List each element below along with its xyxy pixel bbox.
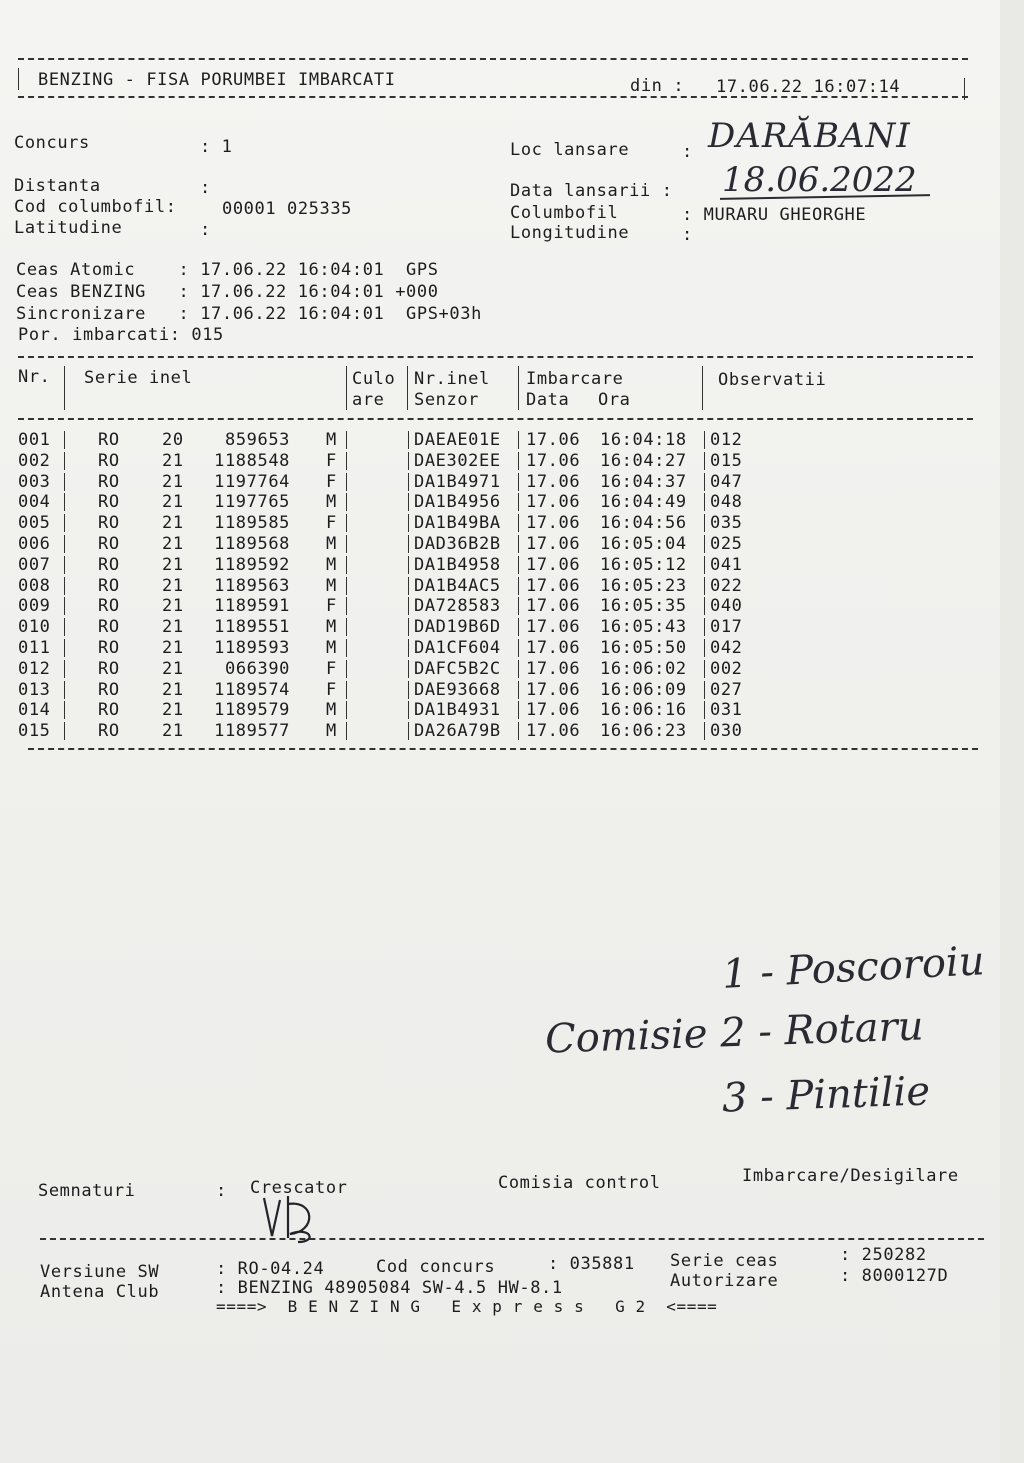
column-separator [408,660,409,678]
column-separator [346,660,347,678]
column-separator [518,473,519,491]
column-separator [408,639,409,657]
column-separator [518,452,519,470]
column-separator [64,639,65,657]
column-separator [64,722,65,740]
ceas-atomic-line: Ceas Atomic : 17.06.22 16:04:01 GPS [16,260,439,280]
cell-data: 17.06 [526,638,581,658]
column-separator [704,597,705,615]
cell-obs: 027 [710,679,743,700]
cell-an: 21 [162,596,184,617]
col-senzor-header: Senzor [414,390,480,410]
table-top-rule [18,356,973,358]
column-separator [64,597,65,615]
column-separator [518,535,519,553]
column-separator [704,556,705,574]
col-culoare-header: Culo [352,369,396,389]
column-separator [518,577,519,595]
column-separator [704,660,705,678]
column-separator [704,452,705,470]
cell-an: 21 [162,721,184,742]
cell-obs: 030 [710,721,743,742]
column-separator [518,660,519,678]
footer-top-rule [40,1238,984,1240]
cell-ora: 16:06:16 [600,700,687,721]
column-separator [518,681,519,699]
column-separator [518,639,519,657]
cell-sex: M [326,492,337,513]
cell-data: 17.06 [526,492,581,513]
cell-an: 21 [162,492,184,513]
cell-obs: 022 [710,575,743,596]
cell-nr: 011 [18,638,51,658]
cell-obs: 040 [710,596,743,617]
cell-inel: 1189579 [214,700,290,721]
column-separator [408,473,409,491]
column-separator [346,681,347,699]
cell-inel: 1189577 [214,721,290,742]
latitudine-value: : [200,220,211,240]
column-separator [408,514,409,532]
column-separator [346,639,347,657]
column-separator [704,701,705,719]
cell-an: 21 [162,658,184,679]
longitudine-value: : [682,225,693,245]
cell-tara: RO [98,492,120,513]
column-separator [346,722,347,740]
cell-inel: 859653 [224,430,290,450]
cell-senzor: DA728583 [414,596,501,617]
cell-sex: M [326,575,337,596]
column-separator [64,556,65,574]
cell-tara: RO [98,638,120,658]
cell-tara: RO [98,617,120,638]
cell-sex: F [326,450,337,471]
cell-inel: 1189568 [214,534,290,554]
column-separator [346,701,347,719]
cell-data: 17.06 [526,721,581,742]
cell-inel: 1189585 [214,513,290,534]
porumbei-imbarcati-line: Por. imbarcati: 015 [18,325,224,345]
column-separator [518,493,519,511]
columbofil-label: Columbofil [510,203,619,223]
latitudine-label: Latitudine [14,218,123,238]
column-separator [408,722,409,740]
comisia-control-label: Comisia control [498,1173,661,1193]
column-separator [704,535,705,553]
cod-columbofil-label: Cod columbofil: [14,197,177,217]
col-observatii-header: Observatii [718,370,827,390]
cell-ora: 16:05:04 [600,534,687,554]
cell-an: 21 [162,450,184,471]
cell-data: 17.06 [526,700,581,721]
serie-ceas-value: : 250282 [840,1245,927,1265]
column-separator [518,701,519,719]
columbofil-value: : MURARU GHEORGHE [682,205,867,225]
col-serie-header: Serie inel [84,368,193,388]
cell-data: 17.06 [526,679,581,700]
cell-inel: 1188548 [214,450,290,471]
column-separator [518,597,519,615]
header-left-bar [18,68,19,90]
cell-data: 17.06 [526,534,581,554]
cell-senzor: DAD36B2B [414,534,501,554]
concurs-label: Concurs [14,133,90,153]
cell-senzor: DA1CF604 [414,638,501,658]
cell-nr: 006 [18,534,51,554]
column-separator [346,597,347,615]
cell-obs: 025 [710,534,743,554]
column-separator [704,514,705,532]
cell-inel: 1189574 [214,679,290,700]
cell-ora: 16:04:49 [600,492,687,513]
cell-nr: 008 [18,575,51,596]
printout-page: BENZING - FISA PORUMBEI IMBARCATI din : 17.06.22 16:07:14 Concurs : 1 Loc lansare : DARĂBANI Distanta : Data lansarii : 18.06.2022 Cod columbofil: 00001 025335 Columbofil : MURARU GHEORGHE Latitudine : Longitudine : Ceas Atomic : 17.06.22 16:04:01 GPS Ceas BENZING : 17.06.22 16:04:01 +000 Sincronizare : 17.06.22 16:04:01 GPS+03h Por. imbarcati: 015 Nr. Serie inel Culo are Nr.inel Senzor Imbarcare Data Ora Observatii 001 RO 20 859653 M DAEAE01E 17.06 16:04:18 012 002 RO 21 1188548 F DAE302EE 17.06 16:04:27 015 003 RO 21 1197764 F DA1B4971 17.06 16:04:37 047 004 RO 21 1197765 M DA1B4956 17.06 16:04:49 048 005 RO 21 1189585 F DA1B49BA 17.06 16:04:56 035 006 RO 21 1189568 M DAD36B2B 17.06 16:05:04 025 007 RO 21 1189592 M DA1B4958 17.06 16:05:12 041 008 RO 21 1189563 M DA1B4AC5 17.06 16:05:23 022 009 RO 21 1189591 F DA728583 17.06 16:05:35 040 010 RO 21 1189551 M DAD19B6D 17.06 16:05:43 017 011 RO 21 1189593 M DA1CF604 17.06 16:05:50 042 012 RO 21 066390 F DAFC5B2C 17.06 16:06:02 002 013 RO 21 1189574 F DAE93668 17.06 16:06:09 027 014 RO 21 1189579 M DA1B4931 17.06 16:06:16 031 015 RO 21 1189577 M DA26A79B 17.06 16:06:23 030 1 - Poscoroiu Comisie 2 - Rotaru 3 - Pintilie Semnaturi : Crescator Comisia control Imbarcare/Desigilare Versiune SW : RO-04.24 Cod concurs : 035881 Serie ceas : 250282 Antena Club : BENZING 48905084 SW-4.5 HW-8.1 Autorizare : 8000127D ====> B E N Z I N G E x p r e s s G 2 <==== [0,0,1000,1463]
data-lansarii-handwritten: 18.06.2022 [722,160,917,200]
column-separator [64,577,65,595]
cell-obs: 041 [710,554,743,575]
handwritten-note-1: 1 - Poscoroiu [720,938,986,998]
cod-concurs-value: : 035881 [548,1254,635,1274]
cod-concurs-label: Cod concurs [376,1257,496,1277]
cell-senzor: DA1B4971 [414,471,501,492]
cell-ora: 16:05:35 [600,596,687,617]
cell-sex: F [326,471,337,492]
cell-sex: M [326,700,337,721]
column-separator [346,618,347,636]
serie-ceas-label: Serie ceas [670,1251,779,1271]
cell-ora: 16:05:12 [600,554,687,575]
loc-lansare-label: Loc lansare [510,140,630,160]
column-separator [704,431,705,449]
cell-nr: 013 [18,679,51,700]
column-separator [64,473,65,491]
cell-data: 17.06 [526,658,581,679]
cell-inel: 1197764 [214,471,290,492]
cod-columbofil-value: 00001 025335 [222,199,353,219]
autorizare-label: Autorizare [670,1271,779,1291]
cell-sex: M [326,554,337,575]
semnaturi-label: Semnaturi [38,1181,136,1201]
cell-tara: RO [98,575,120,596]
cell-an: 21 [162,700,184,721]
cell-obs: 031 [710,700,743,721]
column-separator [408,493,409,511]
cell-sex: M [326,721,337,742]
cell-tara: RO [98,450,120,471]
column-separator [704,681,705,699]
cell-inel: 066390 [224,658,290,679]
col-nrinel-header: Nr.inel [414,369,490,389]
versiune-sw-label: Versiune SW [40,1262,160,1282]
cell-tara: RO [98,721,120,742]
cell-ora: 16:04:18 [600,430,687,450]
cell-nr: 015 [18,721,51,742]
column-separator [408,452,409,470]
cell-nr: 004 [18,492,51,513]
cell-an: 21 [162,617,184,638]
table-bottom-rule [28,748,978,750]
cell-data: 17.06 [526,471,581,492]
crescator-label: Crescator [250,1178,348,1198]
column-separator [408,577,409,595]
column-separator [64,493,65,511]
col-data-header: Data [526,390,570,410]
column-separator [346,431,347,449]
column-separator [64,618,65,636]
cell-tara: RO [98,534,120,554]
cell-nr: 005 [18,513,51,534]
cell-inel: 1197765 [214,492,290,513]
column-separator [704,722,705,740]
column-separator [64,660,65,678]
cell-ora: 16:05:23 [600,575,687,596]
loc-lansare-handwritten: DARĂBANI [708,116,911,156]
cell-an: 21 [162,471,184,492]
cell-sex: M [326,617,337,638]
cell-an: 21 [162,554,184,575]
column-separator [408,701,409,719]
column-separator [704,577,705,595]
col-imbarcare-header: Imbarcare [526,369,624,389]
column-separator [518,722,519,740]
cell-senzor: DA1B4958 [414,554,501,575]
handwritten-note-2: Comisie 2 - Rotaru [544,1003,925,1063]
cell-data: 17.06 [526,554,581,575]
cell-nr: 010 [18,617,51,638]
cell-ora: 16:04:27 [600,450,687,471]
cell-senzor: DA26A79B [414,721,501,742]
column-separator [408,597,409,615]
cell-senzor: DA1B4956 [414,492,501,513]
cell-senzor: DAE93668 [414,679,501,700]
col-culoare-header-2: are [352,390,385,410]
column-separator [346,556,347,574]
col-nr-header: Nr. [18,367,51,387]
cell-senzor: DA1B4931 [414,700,501,721]
cell-obs: 047 [710,471,743,492]
column-separator [64,681,65,699]
column-separator [346,577,347,595]
cell-senzor: DAFC5B2C [414,658,501,679]
cell-inel: 1189563 [214,575,290,596]
table-header-rule [18,418,973,420]
column-separator [64,535,65,553]
cell-sex: F [326,596,337,617]
cell-obs: 017 [710,617,743,638]
distanta-label: Distanta [14,176,101,196]
cell-an: 21 [162,638,184,658]
sincronizare-line: Sincronizare : 17.06.22 16:04:01 GPS+03h [16,304,482,324]
print-date-label: din : [630,76,685,96]
column-separator [346,535,347,553]
cell-nr: 012 [18,658,51,679]
benzing-express-banner: ====> B E N Z I N G E x p r e s s G 2 <==== [216,1297,718,1316]
cell-sex: M [326,430,337,450]
cell-inel: 1189593 [214,638,290,658]
column-separator [64,701,65,719]
column-separator [346,514,347,532]
cell-inel: 1189592 [214,554,290,575]
cell-an: 21 [162,534,184,554]
cell-an: 21 [162,513,184,534]
cell-nr: 009 [18,596,51,617]
cell-nr: 001 [18,430,51,450]
cell-ora: 16:05:50 [600,638,687,658]
document-title: BENZING - FISA PORUMBEI IMBARCATI [38,70,396,90]
column-separator [408,556,409,574]
cell-tara: RO [98,554,120,575]
longitudine-label: Longitudine [510,223,630,243]
antena-club-label: Antena Club [40,1282,160,1302]
column-separator [346,493,347,511]
cell-an: 21 [162,575,184,596]
column-separator [704,639,705,657]
cell-sex: M [326,534,337,554]
cell-sex: F [326,513,337,534]
cell-data: 17.06 [526,450,581,471]
cell-sex: F [326,658,337,679]
cell-inel: 1189551 [214,617,290,638]
column-separator [64,431,65,449]
cell-nr: 007 [18,554,51,575]
cell-senzor: DAD19B6D [414,617,501,638]
cell-data: 17.06 [526,596,581,617]
cell-tara: RO [98,430,120,450]
print-date-value: 17.06.22 16:07:14 [716,77,901,97]
cell-tara: RO [98,471,120,492]
cell-sex: F [326,679,337,700]
column-separator [704,473,705,491]
column-separator [408,431,409,449]
cell-obs: 002 [710,658,743,679]
cell-senzor: DA1B4AC5 [414,575,501,596]
cell-obs: 012 [710,430,743,450]
cell-tara: RO [98,700,120,721]
cell-obs: 015 [710,450,743,471]
cell-nr: 014 [18,700,51,721]
imbarcare-desigilare-label: Imbarcare/Desigilare [742,1166,959,1186]
cell-ora: 16:04:37 [600,471,687,492]
distanta-value: : [200,178,211,198]
column-separator [64,514,65,532]
handwritten-note-3: 3 - Pintilie [721,1068,931,1122]
cell-an: 20 [162,430,184,450]
column-separator [704,618,705,636]
header-top-rule [18,58,968,60]
cell-data: 17.06 [526,617,581,638]
cell-ora: 16:06:23 [600,721,687,742]
cell-an: 21 [162,679,184,700]
antena-club-value: : BENZING 48905084 SW-4.5 HW-8.1 [216,1278,563,1298]
column-separator [408,681,409,699]
column-separator [704,493,705,511]
concurs-value: : 1 [200,137,233,157]
cell-nr: 003 [18,471,51,492]
cell-ora: 16:05:43 [600,617,687,638]
cell-obs: 042 [710,638,743,658]
column-separator [64,452,65,470]
cell-ora: 16:04:56 [600,513,687,534]
cell-inel: 1189591 [214,596,290,617]
cell-data: 17.06 [526,513,581,534]
cell-tara: RO [98,658,120,679]
cell-tara: RO [98,679,120,700]
cell-ora: 16:06:09 [600,679,687,700]
column-separator [518,618,519,636]
cell-obs: 035 [710,513,743,534]
cell-tara: RO [98,513,120,534]
column-separator [518,431,519,449]
cell-senzor: DAE302EE [414,450,501,471]
column-separator [518,556,519,574]
column-separator [346,452,347,470]
column-separator [408,618,409,636]
cell-data: 17.06 [526,575,581,596]
column-separator [408,535,409,553]
autorizare-value: : 8000127D [840,1266,949,1286]
data-lansarii-label: Data lansarii : [510,181,673,201]
header-bottom-rule [18,96,968,98]
cell-data: 17.06 [526,430,581,450]
cell-ora: 16:06:02 [600,658,687,679]
cell-tara: RO [98,596,120,617]
cell-nr: 002 [18,450,51,471]
versiune-sw-value: : RO-04.24 [216,1259,325,1279]
cell-senzor: DAEAE01E [414,430,501,450]
column-separator [518,514,519,532]
col-ora-header: Ora [598,390,631,410]
cell-sex: M [326,638,337,658]
column-separator [346,473,347,491]
ceas-benzing-line: Ceas BENZING : 17.06.22 16:04:01 +000 [16,282,439,302]
cell-senzor: DA1B49BA [414,513,501,534]
cell-obs: 048 [710,492,743,513]
